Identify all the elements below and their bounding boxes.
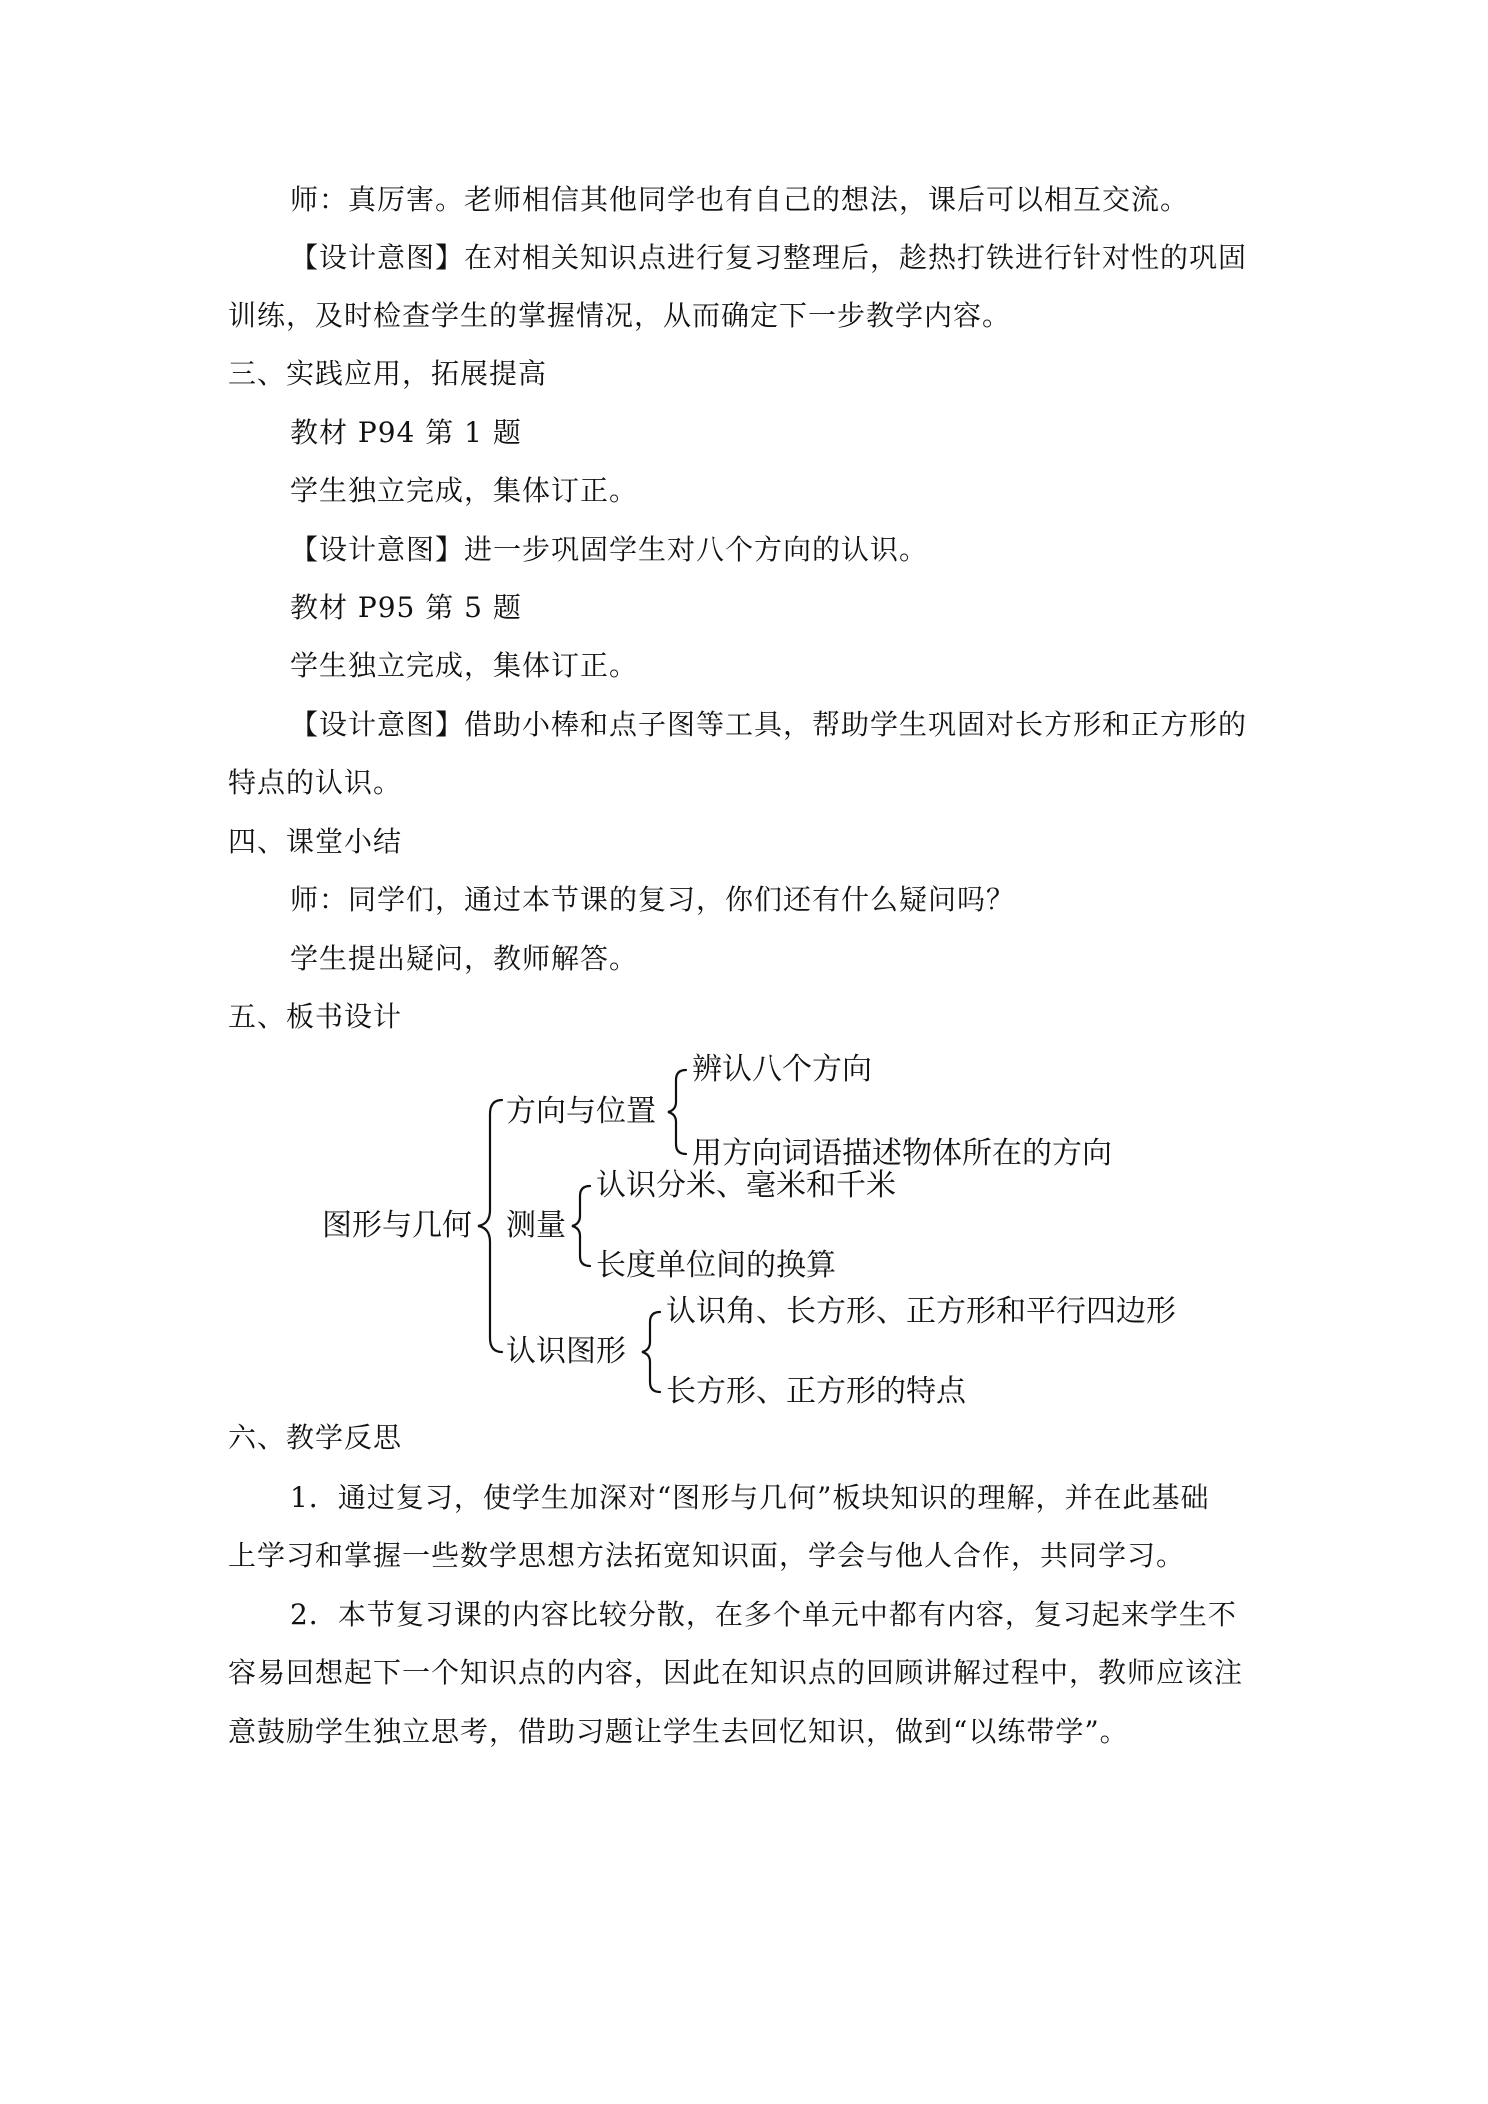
branch-brace-shapes [642, 1312, 660, 1392]
board-design-diagram [300, 1050, 1200, 1410]
paragraph-design-intent-3-cont: 特点的认识。 [228, 766, 403, 799]
paragraph-independent-1: 学生独立完成，集体订正。 [290, 474, 639, 507]
paragraph-reflection-2-cont1: 容易回想起下一个知识点的内容，因此在知识点的回顾讲解过程中，教师应该注 [228, 1656, 1244, 1689]
paragraph-student-questions: 学生提出疑问，教师解答。 [290, 942, 639, 975]
paragraph-teacher-praise: 师：真厉害。老师相信其他同学也有自己的想法，课后可以相互交流。 [290, 183, 1190, 216]
paragraph-textbook-p94: 教材 P94 第 1 题 [290, 416, 522, 449]
branch-label-shapes: 认识图形 [506, 1334, 626, 1369]
paragraph-reflection-1: 1．通过复习，使学生加深对“图形与几何”板块知识的理解，并在此基础 [290, 1481, 1210, 1514]
paragraph-design-intent-2: 【设计意图】进一步巩固学生对八个方向的认识。 [290, 533, 929, 566]
paragraph-design-intent-1-cont: 训练，及时检查学生的掌握情况，从而确定下一步教学内容。 [228, 299, 1012, 332]
section-heading-board: 五、板书设计 [228, 1000, 403, 1033]
section-heading-reflection: 六、教学反思 [228, 1421, 403, 1454]
paragraph-design-intent-1: 【设计意图】在对相关知识点进行复习整理后，趁热打铁进行针对性的巩固 [290, 241, 1248, 274]
branch-item-unit-conversion: 长度单位间的换算 [596, 1248, 836, 1283]
section-heading-summary: 四、课堂小结 [228, 825, 403, 858]
branch-item-units: 认识分米、毫米和千米 [596, 1168, 896, 1203]
paragraph-design-intent-3: 【设计意图】借助小棒和点子图等工具，帮助学生巩固对长方形和正方形的 [290, 708, 1248, 741]
section-heading-practice: 三、实践应用，拓展提高 [228, 357, 548, 390]
branch-brace-measure [572, 1186, 590, 1266]
branch-brace-direction [668, 1070, 686, 1154]
paragraph-reflection-2: 2．本节复习课的内容比较分散，在多个单元中都有内容，复习起来学生不 [290, 1598, 1237, 1631]
branch-label-measure: 测量 [506, 1208, 566, 1243]
root-brace [478, 1100, 502, 1352]
paragraph-reflection-1-cont: 上学习和掌握一些数学思想方法拓宽知识面，学会与他人合作，共同学习。 [228, 1539, 1186, 1572]
paragraph-textbook-p95: 教材 P95 第 5 题 [290, 591, 522, 624]
branch-label-direction: 方向与位置 [506, 1094, 656, 1129]
paragraph-teacher-question: 师：同学们，通过本节课的复习，你们还有什么疑问吗？ [290, 883, 1016, 916]
branch-item-describe-direction: 用方向词语描述物体所在的方向 [692, 1136, 1112, 1171]
paragraph-reflection-2-cont2: 意鼓励学生独立思考，借助习题让学生去回忆知识，做到“以练带学”。 [228, 1715, 1129, 1748]
paragraph-independent-2: 学生独立完成，集体订正。 [290, 649, 639, 682]
branch-item-rectangle-features: 长方形、正方形的特点 [666, 1374, 966, 1409]
branch-item-recognize-shapes: 认识角、长方形、正方形和平行四边形 [666, 1294, 1176, 1329]
board-root-label: 图形与几何 [322, 1208, 472, 1243]
branch-item-eight-directions: 辨认八个方向 [692, 1052, 872, 1087]
